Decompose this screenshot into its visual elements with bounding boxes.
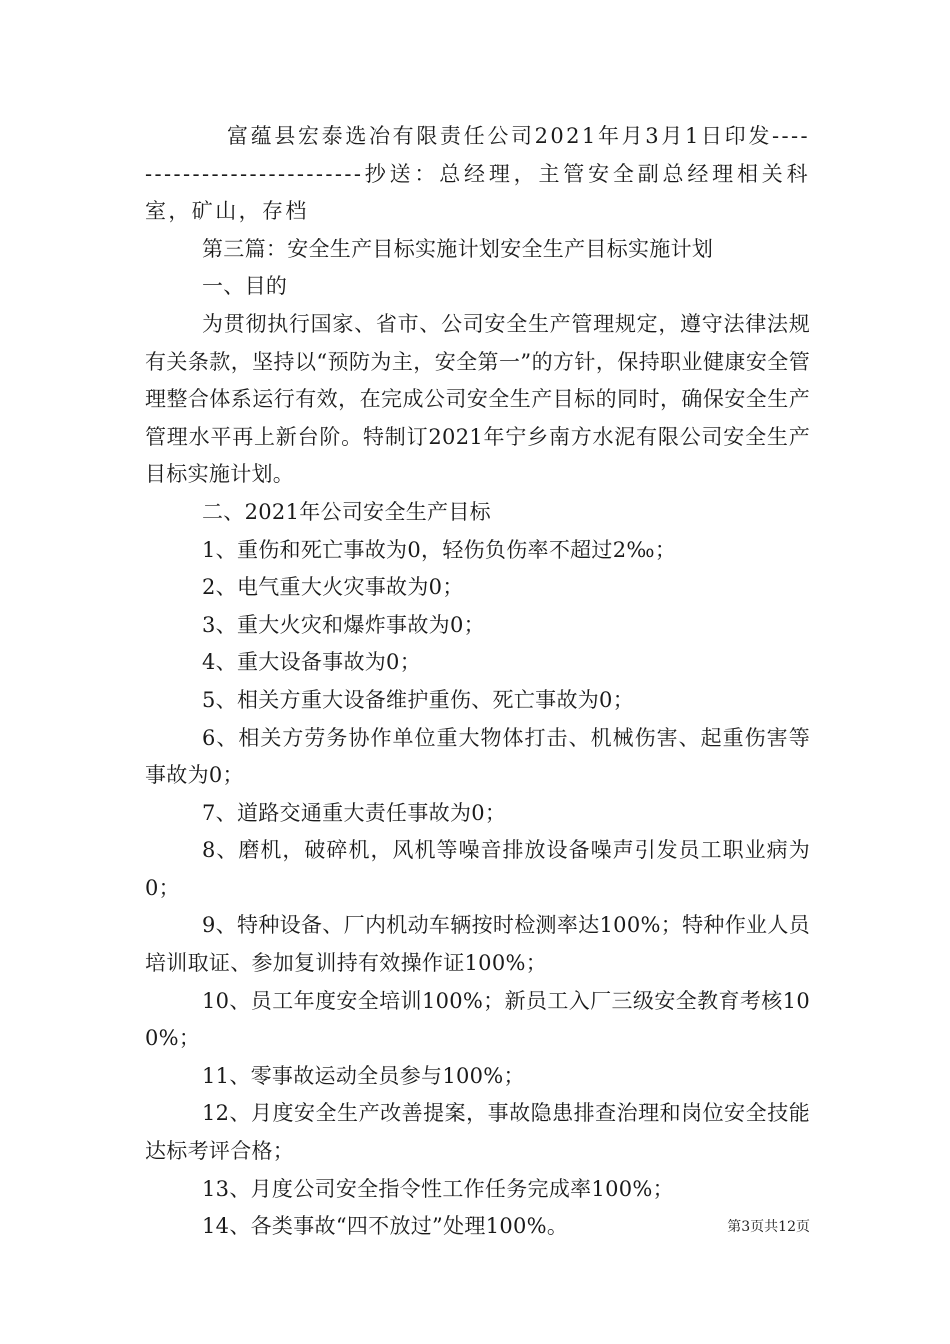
target-item: 9、特种设备、厂内机动车辆按时检测率达100%；特种作业人员培训取证、参加复训持有效操作证100%； xyxy=(145,913,810,976)
target-item: 4、重大设备事故为0； xyxy=(202,650,422,675)
target-item: 13、月度公司安全指令性工作任务完成率100%； xyxy=(202,1176,674,1201)
target-item: 11、零事故运动全员参与100%； xyxy=(202,1063,525,1088)
subheading-purpose: 一、目的 xyxy=(202,274,288,299)
page-number: 第3页共12页 xyxy=(727,1219,810,1235)
target-item: 5、相关方重大设备维护重伤、死亡事故为0； xyxy=(202,687,635,712)
target-item: 8、磨机，破碎机，风机等噪音排放设备噪声引发员工职业病为0； xyxy=(145,838,810,900)
target-item: 2、电气重大火灾事故为0； xyxy=(202,575,464,600)
target-item: 3、重大火灾和爆炸事故为0； xyxy=(202,612,485,637)
target-item: 10、员工年度安全培训100%；新员工入厂三级安全教育考核100%； xyxy=(145,988,810,1051)
section-heading: 第三篇：安全生产目标实施计划安全生产目标实施计划 xyxy=(202,236,714,261)
target-item: 6、相关方劳务协作单位重大物体打击、机械伤害、起重伤害等事故为0； xyxy=(145,725,810,788)
target-item: 14、各类事故“四不放过”处理100%。 xyxy=(202,1214,569,1239)
issuance-line: 富蕴县宏泰选冶有限责任公司2021年月3月1日印发---------------------------抄送：总经理，主管安全副总经理相关科室，矿山，存档 xyxy=(145,124,810,224)
target-item: 1、重伤和死亡事故为0，轻伤负伤率不超过2‰； xyxy=(202,537,677,562)
subheading-targets: 二、2021年公司安全生产目标 xyxy=(202,499,491,524)
purpose-paragraph: 为贯彻执行国家、省市、公司安全生产管理规定，遵守法律法规有关条款，坚持以“预防为主，安全第一”的方针，保持职业健康安全管理整合体系运行有效，在完成公司安全生产目标的同时，确保安全生产管理水平再上新台阶。特制订2021年宁乡南方水泥有限公司安全生产目标实施计划。 xyxy=(145,311,810,487)
document-body xyxy=(145,118,810,1246)
target-item: 7、道路交通重大责任事故为0； xyxy=(202,800,507,825)
target-item: 12、月度安全生产改善提案，事故隐患排查治理和岗位安全技能达标考评合格； xyxy=(145,1101,810,1164)
